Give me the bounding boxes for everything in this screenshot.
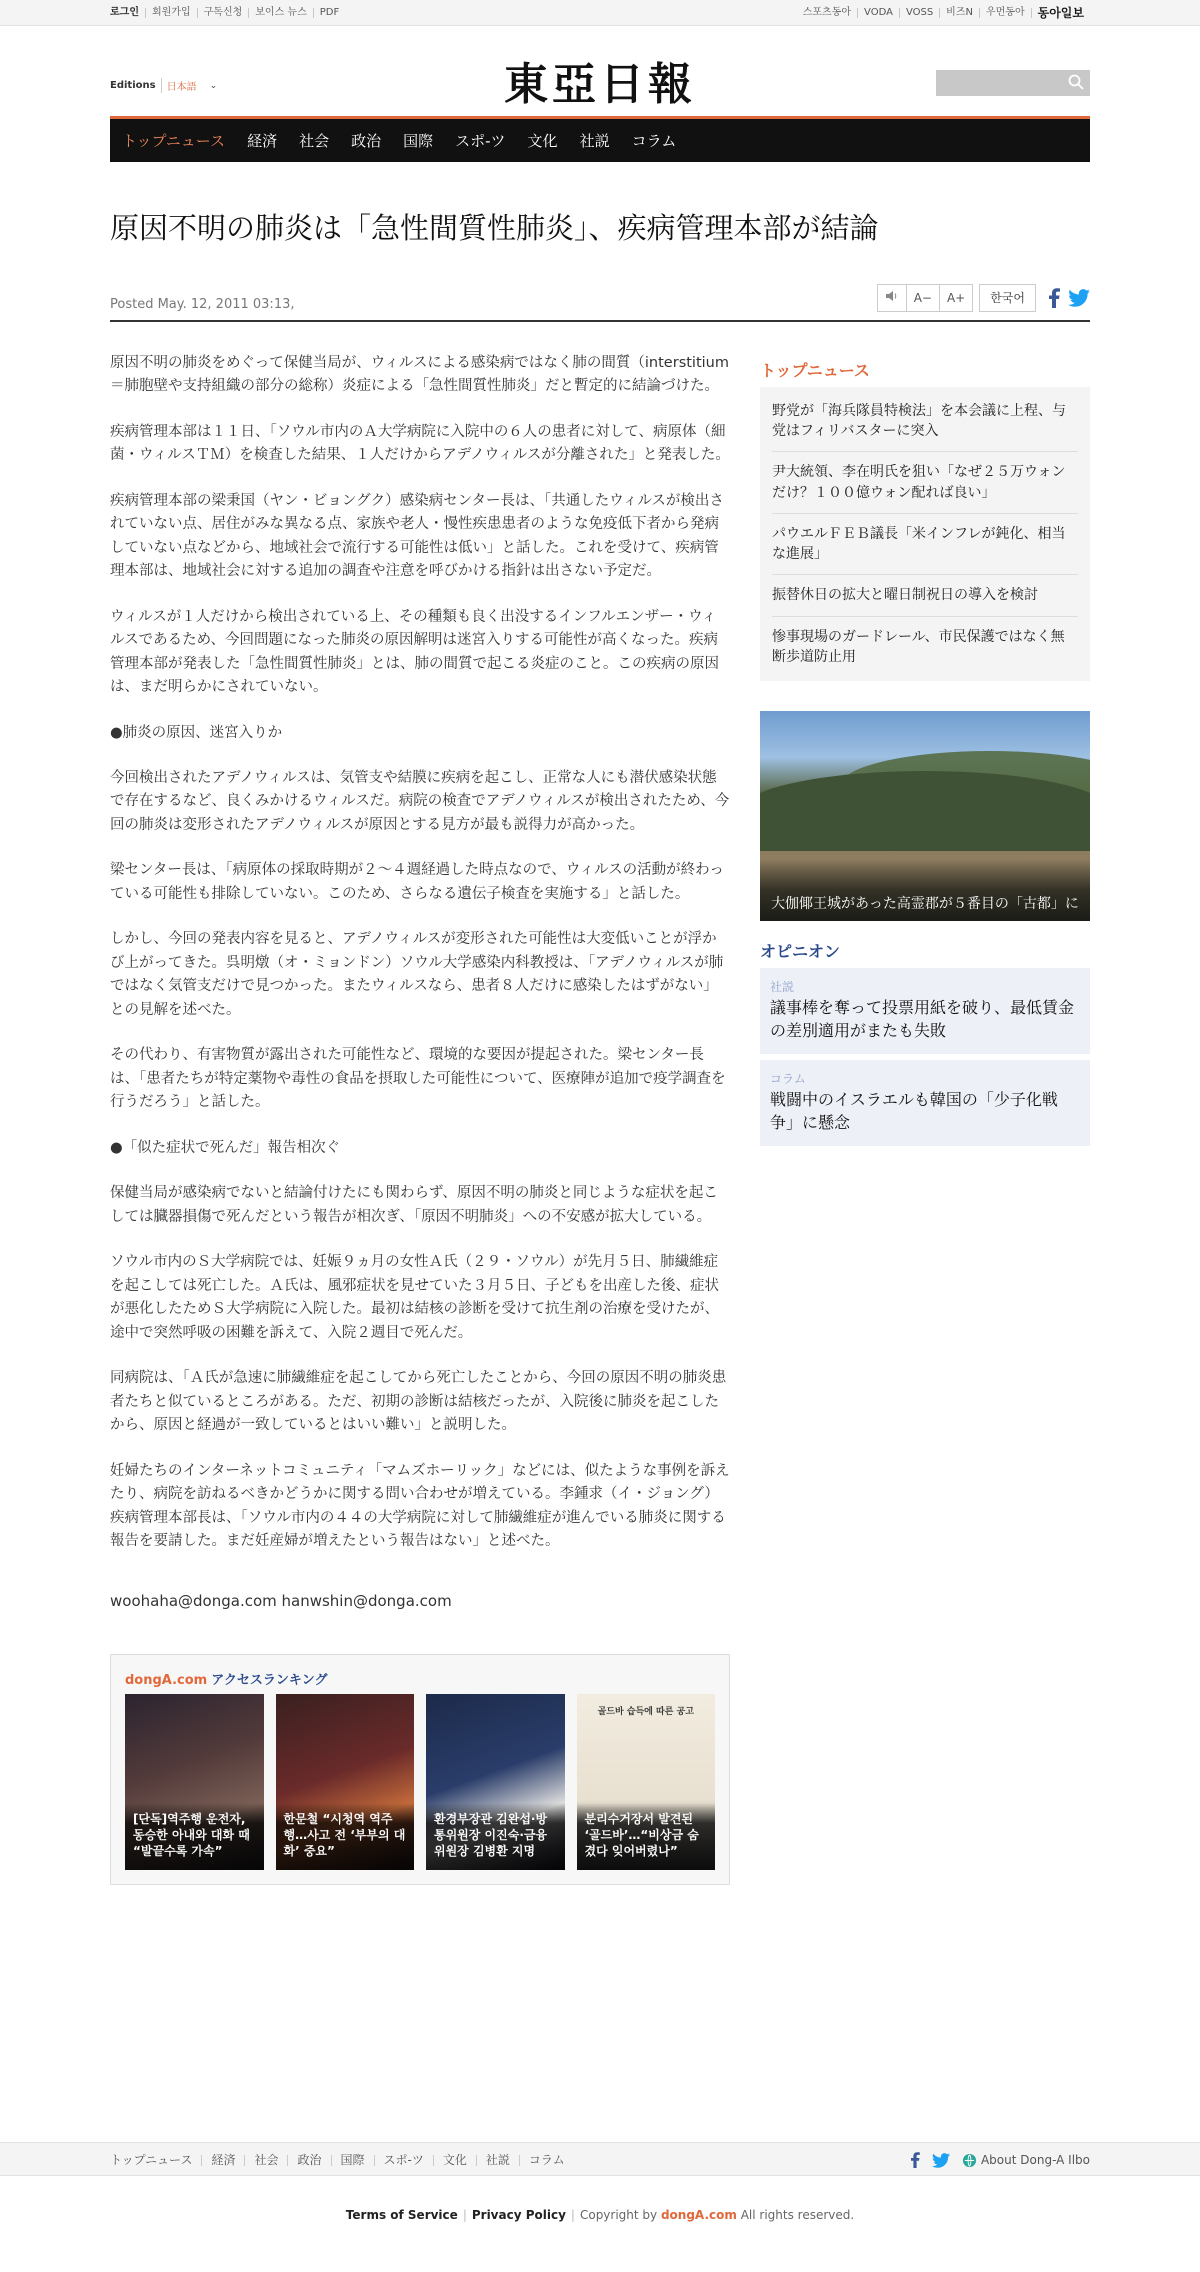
footer-link[interactable]: 政治 bbox=[287, 2155, 330, 2166]
article-subheading: ●「似た症状で死んだ」報告相次ぐ bbox=[110, 1139, 341, 1156]
footer-link[interactable]: スポ-ツ bbox=[374, 2155, 433, 2166]
notice-heading: 골드바 습득에 따른 공고 bbox=[597, 1706, 694, 1717]
ranking-item[interactable] bbox=[276, 1694, 415, 1870]
article-meta bbox=[110, 280, 1090, 322]
nav-politics[interactable]: 政治 bbox=[351, 132, 382, 150]
listen-button[interactable] bbox=[878, 290, 906, 305]
font-tools bbox=[877, 284, 974, 312]
editions-selector[interactable] bbox=[110, 78, 217, 93]
nav-international[interactable]: 国際 bbox=[403, 132, 434, 150]
ranking-item-caption[interactable]: 한문철 “시청역 역주행…사고 전 ‘부부의 대화’ 중요” bbox=[276, 1803, 415, 1870]
ranking-item[interactable] bbox=[577, 1694, 716, 1870]
copyright-suffix: All rights reserved. bbox=[740, 2208, 855, 2222]
facebook-icon[interactable] bbox=[910, 2152, 920, 2168]
article-header bbox=[110, 210, 1090, 322]
top-news-item[interactable]: 振替休日の拡大と曜日制祝日の導入を検討 bbox=[772, 575, 1078, 616]
about-label[interactable]: About Dong-A Ilbo bbox=[980, 2153, 1090, 2167]
article-paragraph: 保健当局が感染病でないと結論付けたにも関わらず、原因不明の肺炎と同じような症状を起こしては臓器損傷で死んだという報告が相次ぎ、「原因不明肺炎」への不安感が拡大している。 bbox=[110, 1185, 718, 1225]
twitter-icon[interactable] bbox=[1068, 289, 1090, 307]
nav-column[interactable]: コラム bbox=[631, 132, 677, 150]
nav-top-news[interactable]: トップニュース bbox=[122, 132, 226, 150]
opinion-item[interactable] bbox=[760, 1060, 1090, 1146]
terms-link[interactable]: Terms of Service bbox=[345, 2208, 458, 2222]
photo-mountain bbox=[760, 771, 1090, 851]
donga-brand[interactable]: dongA.com bbox=[125, 1672, 208, 1688]
nav-culture[interactable]: 文化 bbox=[527, 132, 558, 150]
voss-link[interactable]: VOSS bbox=[899, 8, 939, 18]
signup-link[interactable]: 회원가입 bbox=[145, 8, 197, 18]
article-paragraph: 同病院は、「Ａ氏が急速に肺繊維症を起こしてから死亡したことから、今回の原因不明の肺炎患者たちと似ているところがある。ただ、初期の診断は結核だったが、入院後に肺炎を起こしたから、原因と経過が一致しているとはいい難い」と説明した。 bbox=[110, 1370, 727, 1434]
top-news-item[interactable]: 野党が「海兵隊員特検法」を本会議に上程、与党はフィリバスターに突入 bbox=[772, 391, 1078, 453]
font-increase-button[interactable]: A+ bbox=[939, 284, 972, 312]
voda-link[interactable]: VODA bbox=[857, 8, 899, 18]
speaker-icon bbox=[885, 290, 899, 302]
opinion-tag: コラム bbox=[770, 1072, 806, 1087]
article-paragraph: しかし、今回の発表内容を見ると、アデノウィルスが変形された可能性は大変低いことが浮かび上がってきた。呉明燉（オ・ミョンドン）ソウル大学感染内科教授は、「アデノウィルスが肺ではなく気管支だけで見つかった。またウィルスなら、患者８人だけに感染したはずがない」との見解を述べた。 bbox=[110, 931, 724, 1018]
privacy-link[interactable]: Privacy Policy bbox=[471, 2208, 566, 2222]
posted-date: Posted May. 12, 2011 03:13, bbox=[110, 296, 295, 312]
top-news-list bbox=[760, 387, 1090, 682]
login-link[interactable]: 로그인 bbox=[110, 7, 139, 18]
font-decrease-button[interactable]: A− bbox=[906, 284, 939, 312]
article-paragraph: 梁センター長は、「病原体の採取時期が２～４週経過した時点なので、ウィルスの活動が終わっている可能性も排除していない。このため、さらなる遺伝子検査を実施する」と話した。 bbox=[110, 862, 724, 902]
ranking-item[interactable] bbox=[125, 1694, 264, 1870]
copyright-prefix: Copyright by bbox=[579, 2208, 658, 2222]
korean-version-button[interactable]: 한국어 bbox=[979, 284, 1036, 312]
site-header bbox=[110, 26, 1090, 116]
top-news-item[interactable]: 惨事現場のガードレール、市民保護ではなく無断歩道防止用 bbox=[772, 628, 1065, 666]
top-news-item[interactable]: 尹大統領、李在明氏を狙い「なぜ２５万ウォンだけ？１００億ウォン配れば良い」 bbox=[772, 452, 1078, 514]
footer-link[interactable]: 文化 bbox=[433, 2155, 476, 2166]
footer-right bbox=[910, 2152, 1090, 2168]
ranking-item-caption[interactable]: 분리수거장서 발견된 ‘골드바’…“비상금 숨겼다 잊어버렸나” bbox=[577, 1803, 716, 1870]
search-input[interactable] bbox=[936, 70, 1090, 96]
nav-society[interactable]: 社会 bbox=[299, 132, 330, 150]
top-utility-bar bbox=[0, 0, 1200, 26]
footer-link[interactable]: 経済 bbox=[201, 2155, 244, 2166]
main-content bbox=[110, 352, 1090, 1885]
opinion-headline[interactable]: 戦闘中のイスラエルも韓国の「少子化戦争」に懸念 bbox=[770, 1090, 1058, 1132]
nav-editorial[interactable]: 社説 bbox=[579, 132, 610, 150]
article-paragraph: 原因不明の肺炎をめぐって保健当局が、ウィルスによる感染病ではなく肺の間質（interstitium＝肺胞壁や支持組織の部分の総称）炎症による「急性間質性肺炎」だと暫定的に結論づけた。 bbox=[110, 354, 729, 395]
footer-nav bbox=[0, 2142, 1200, 2176]
footer-link[interactable]: コラム bbox=[519, 2155, 574, 2166]
donga-ilbo-link[interactable]: 동아일보 bbox=[1031, 8, 1090, 18]
article-paragraph: ソウル市内のＳ大学病院では、妊娠９ヵ月の女性Ａ氏（２９・ソウル）が先月５日、肺繊維症を起こしては死亡した。Ａ氏は、風邪症状を見せていた３月５日、子どもを出産した後、症状が悪化したためＳ大学病院に入院した。最初は結核の診断を受けて抗生剤の治療を受けたが、途中で突然呼吸の困難を訴えて、入院２週目で死んだ。 bbox=[110, 1254, 719, 1341]
opinion-tag: 社説 bbox=[770, 980, 795, 995]
footer-link[interactable]: 社会 bbox=[244, 2155, 287, 2166]
footer-link[interactable]: トップニュース bbox=[110, 2152, 193, 2167]
ranking-item-caption[interactable]: [단독]역주행 운전자, 동승한 아내와 대화 때 “발끝수록 가속” bbox=[125, 1803, 264, 1870]
search-icon[interactable] bbox=[1068, 74, 1084, 90]
opinion-title[interactable]: オピニオン bbox=[760, 942, 841, 962]
ranking-item[interactable] bbox=[426, 1694, 565, 1870]
facebook-icon[interactable] bbox=[1048, 288, 1060, 308]
featured-photo[interactable] bbox=[760, 711, 1090, 921]
about-donga-link[interactable] bbox=[962, 2153, 1090, 2168]
article-paragraph: 疾病管理本部の梁秉国（ヤン・ビョングク）感染病センター長は、「共通したウィルスが検出されていない点、居住がみな異なる点、家族や老人・慢性疾患患者のような免疫低下者から発病していない点などから、地域社会で流行する可能性は低い」と話した。これを受けて、疾病管理本部は、地域社会に対する追加の調査や注意を呼びかける指針は出さない予定だ。 bbox=[110, 492, 724, 580]
share-buttons bbox=[1048, 288, 1090, 308]
top-left-links bbox=[110, 8, 345, 18]
nav-economy[interactable]: 経済 bbox=[247, 132, 278, 150]
edition-language[interactable]: 日本語 bbox=[161, 78, 197, 93]
article-title: 原因不明の肺炎は「急性間質性肺炎」、疾病管理本部が結論 bbox=[110, 211, 879, 245]
ranking-header bbox=[125, 1669, 715, 1688]
footer-links bbox=[110, 2152, 574, 2167]
article-paragraph: ウィルスが１人だけから検出されている上、その種類も良く出没するインフルエンザー・ウィルスであるため、今回問題になった肺炎の原因解明は迷宮入りする可能性が高くなった。疾病管理本部が発表した「急性間質性肺炎」とは、肺の間質で起こる炎症のこと。この疾病の原因は、まだ明らかにされていない。 bbox=[110, 608, 719, 696]
ranking-title: アクセスランキング bbox=[211, 1672, 328, 1688]
ranking-list bbox=[125, 1694, 715, 1870]
top-news-title[interactable]: トップニュース bbox=[760, 360, 870, 380]
editions-label: Editions bbox=[110, 80, 156, 91]
article-paragraph: その代わり、有害物質が露出された可能性など、環境的な要因が提起された。梁センター長は、「患者たちが特定薬物や毒性の食品を摂取した可能性について、医療陣が追加で疫学調査を行うだろう」と話した。 bbox=[110, 1047, 726, 1111]
article-paragraph: 今回検出されたアデノウィルスは、気管支や結膜に疾病を起こし、正常な人にも潜伏感染状態で存在するなど、良くみかけるウィルスだ。病院の検査でアデノウィルスが検出されたため、今回の肺炎は変形されたアデノウィルスが原因とする見方が最も説得力が高かった。 bbox=[110, 769, 730, 833]
footer-link[interactable]: 国際 bbox=[331, 2155, 374, 2166]
sports-donga-link[interactable]: 스포츠동아 bbox=[802, 7, 852, 18]
voice-news-link[interactable]: 보이스 뉴스 bbox=[248, 8, 312, 18]
access-ranking bbox=[110, 1654, 730, 1885]
woman-donga-link[interactable]: 우먼동아 bbox=[979, 8, 1031, 18]
opinion-item[interactable] bbox=[760, 968, 1090, 1054]
dongA-globe-icon bbox=[962, 2153, 977, 2168]
featured-photo-caption[interactable]: 大伽倻王城があった高霊郡が５番目の「古都」に bbox=[760, 859, 1090, 921]
sidebar bbox=[760, 352, 1090, 1885]
twitter-icon[interactable] bbox=[932, 2153, 950, 2168]
reporter-email[interactable]: woohaha@donga.com hanwshin@donga.com bbox=[110, 1591, 452, 1610]
top-news-item[interactable]: パウエルＦＥＢ議長「米インフレが鈍化、相当な進展」 bbox=[772, 514, 1078, 576]
article-subheading: ●肺炎の原因、迷宮入りか bbox=[110, 724, 283, 741]
article-tools bbox=[877, 284, 1090, 312]
nav-sports[interactable]: スポ-ツ bbox=[455, 132, 506, 150]
bizn-link[interactable]: 비즈N bbox=[939, 8, 979, 18]
copyright-line: Terms of Service | Privacy Policy | Copyright by dongA.com All rights reserved. bbox=[345, 2208, 855, 2222]
site-logo[interactable]: 東亞日報 bbox=[504, 59, 696, 110]
subscribe-link[interactable]: 구독신청 bbox=[197, 8, 249, 18]
top-right-links bbox=[803, 8, 1090, 18]
pdf-link[interactable]: PDF bbox=[313, 8, 345, 18]
footer-link[interactable]: 社説 bbox=[476, 2155, 519, 2166]
article-paragraph: 疾病管理本部は１１日、「ソウル市内のＡ大学病院に入院中の６人の患者に対して、病原体（細菌・ウィルスＴＭ）を検査した結果、１人だけからアデノウィルスが分離された」と発表した。 bbox=[110, 423, 730, 464]
ranking-item-caption[interactable]: 환경부장관 김완섭·방통위원장 이진숙·금융위원장 김병환 지명 bbox=[426, 1803, 565, 1870]
opinion-headline[interactable]: 議事棒を奪って投票用紙を破り、最低賃金の差別適用がまたも失敗 bbox=[770, 998, 1075, 1040]
article-body bbox=[110, 352, 730, 1885]
article-paragraph: 妊婦たちのインターネットコミュニティ「マムズホーリック」などには、似たような事例を訴えたり、病院を訪ねるべきかどうかに関する問い合わせが増えている。李鍾求（イ・ジョング）疾病管理本部長は、「ソウル市内の４４の大学病院に対して肺繊維症が進んでいる肺炎に関する報告を要請した。まだ妊産婦が増えたという報告はない」と述べた。 bbox=[110, 1462, 730, 1550]
chevron-down-icon[interactable]: ⌄ bbox=[209, 80, 218, 91]
main-nav bbox=[110, 116, 1090, 162]
copyright-brand[interactable]: dongA.com bbox=[660, 2208, 737, 2222]
